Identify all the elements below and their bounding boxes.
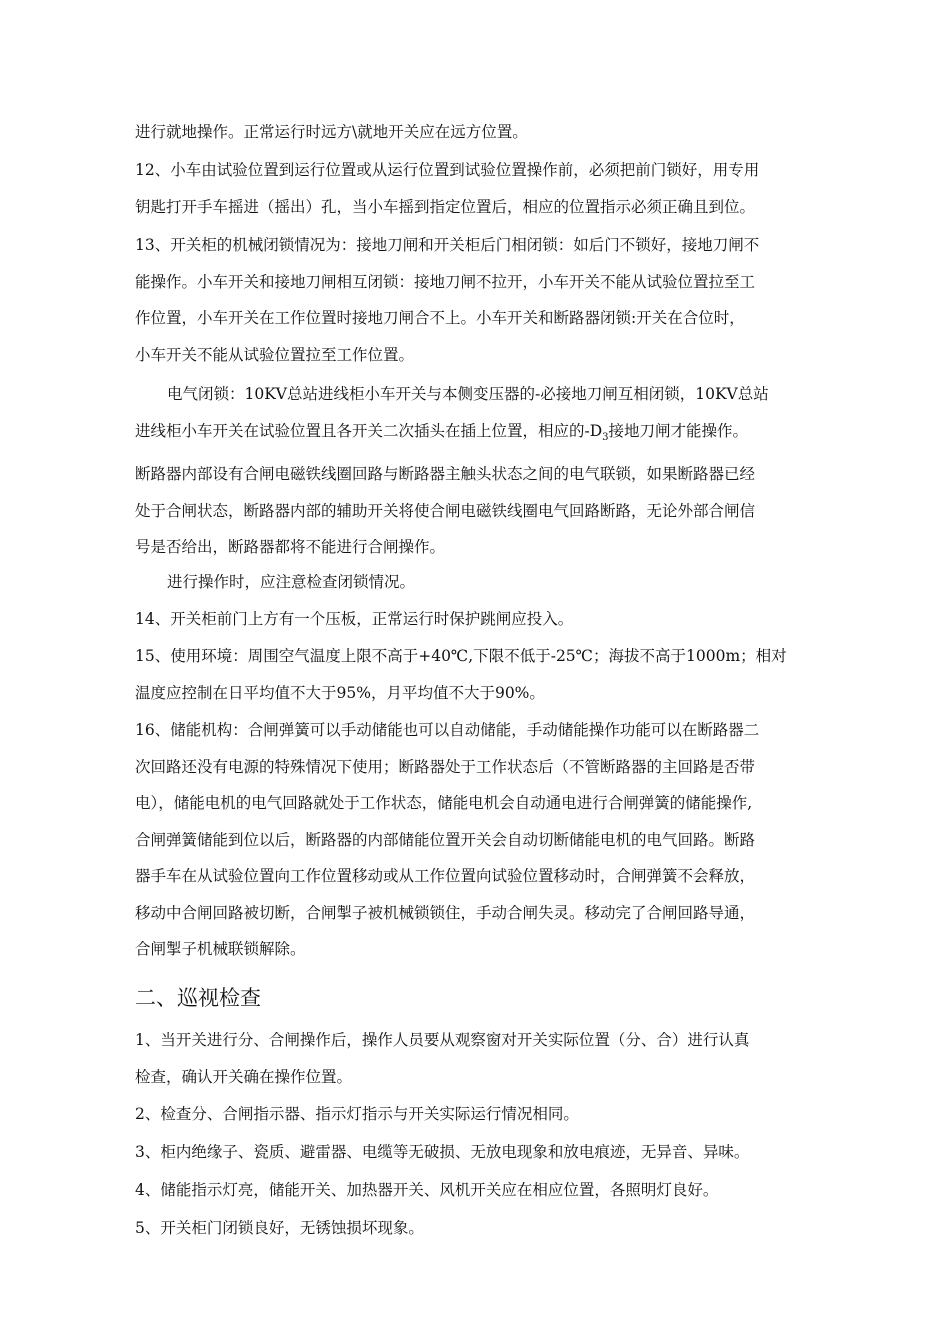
text-line: 电气闭锁：10KV总站进线柜小车开关与本侧变压器的-必接地刀闸互相闭锁，10KV总站 <box>167 385 769 403</box>
text-line: 12、小车由试验位置到运行位置或从运行位置到试验位置操作前，必须把前门锁好，用专用 <box>135 161 760 179</box>
text-line: 器手车在从试验位置向工作位置移动或从工作位置向试验位置移动时，合闸弹簧不会释放， <box>135 867 756 885</box>
paragraph-check <box>135 564 825 601</box>
text-line: 钥匙打开手车摇进（摇出）孔，当小车摇到指定位置后，相应的位置指示必须正确且到位。 <box>135 197 756 216</box>
text-line: 15、使用环境：周围空气温度上限不高于+40℃,下限不低于-25℃；海拔不高于1000m；相对 <box>135 647 787 665</box>
text-line: 移动中合闸回路被切断，合闸掣子被机械锁锁住，手动合闸失灵。移动完了合闸回路导通， <box>135 903 756 922</box>
text-line: 检查，确认开关确在操作位置。 <box>135 1067 353 1086</box>
text-line: 4、储能指示灯亮，储能开关、加热器开关、风机开关应在相应位置，各照明灯良好。 <box>135 1181 719 1199</box>
paragraph-15 <box>135 638 825 711</box>
text-line: 次回路还没有电源的特殊情况下使用；断路器处于工作状态后（不管断路器的主回路是否带 <box>135 757 756 776</box>
text-line: 14、开关柜前门上方有一个压板，正常运行时保护跳闸应投入。 <box>135 610 574 628</box>
check-item-1 <box>135 1022 825 1095</box>
check-item-2 <box>135 1096 825 1133</box>
paragraph-intro <box>135 114 825 151</box>
text-line: 2、检查分、合闸指示器、指示灯指示与开关实际运行情况相同。 <box>135 1105 579 1123</box>
text-line: 电），储能电机的电气回路就处于工作状态，储能电机会自动通电进行合闸弹簧的储能操作, <box>135 794 753 812</box>
text-line: 进行操作时，应注意检查闭锁情况。 <box>167 573 416 591</box>
text-segment: 进线柜小车开关在试验位置且各开关二次插头在插上位置，相应的-D <box>135 421 603 440</box>
text-line: 进行就地操作。正常运行时远方\就地开关应在远方位置。 <box>135 123 528 141</box>
text-line: 能操作。小车开关和接地刀闸相互闭锁：接地刀闸不拉开，小车开关不能从试验位置拉至工 <box>135 272 756 291</box>
check-item-5 <box>135 1210 825 1247</box>
text-line: 合闸弹簧储能到位以后，断路器的内部储能位置开关会自动切断储能电机的电气回路。断路 <box>135 830 756 849</box>
paragraph-13 <box>135 227 825 373</box>
text-segment: 接地刀闸才能操作。 <box>608 421 749 440</box>
subscript: 3 <box>602 431 609 443</box>
text-line: 小车开关不能从试验位置拉至工作位置。 <box>135 345 415 364</box>
text-line: 3、柜内绝缘子、瓷质、避雷器、电缆等无破损、无放电现象和放电痕迹，无异音、异味。 <box>135 1143 750 1161</box>
text-line <box>135 413 825 457</box>
text-line: 合闸掣子机械联锁解除。 <box>135 940 306 958</box>
paragraph-16 <box>135 712 825 968</box>
paragraph-electrical-interlock <box>135 376 825 566</box>
text-line: 温度应控制在日平均值不大于95%，月平均值不大于90%。 <box>135 683 545 702</box>
text-line: 13、开关柜的机械闭锁情况为：接地刀闸和开关柜后门相闭锁：如后门不锁好，接地刀闸不 <box>135 236 760 254</box>
paragraph-14 <box>135 601 825 638</box>
text-line: 号是否给出，断路器都将不能进行合闸操作。 <box>135 538 446 557</box>
section-heading: 二、巡视检查 <box>135 986 261 1010</box>
text-line: 5、开关柜门闭锁良好，无锈蚀损坏现象。 <box>135 1219 424 1237</box>
check-item-4 <box>135 1172 825 1209</box>
text-line: 1、当开关进行分、合闸操作后，操作人员要从观察窗对开关实际位置（分、合）进行认真 <box>135 1031 750 1049</box>
text-line: 作位置，小车开关在工作位置时接地刀闸合不上。小车开关和断路器闭锁:开关在合位时， <box>135 309 745 327</box>
paragraph-12 <box>135 152 825 225</box>
text-line: 断路器内部设有合闸电磁铁线圈回路与断路器主触头状态之间的电气联锁，如果断路器已经 <box>135 465 756 484</box>
text-line: 16、储能机构：合闸弹簧可以手动储能也可以自动储能，手动储能操作功能可以在断路器二 <box>135 721 760 739</box>
check-item-3 <box>135 1134 825 1171</box>
text-line: 处于合闸状态，断路器内部的辅助开关将使合闸电磁铁线圈电气回路断路，无论外部合闸信 <box>135 501 756 520</box>
